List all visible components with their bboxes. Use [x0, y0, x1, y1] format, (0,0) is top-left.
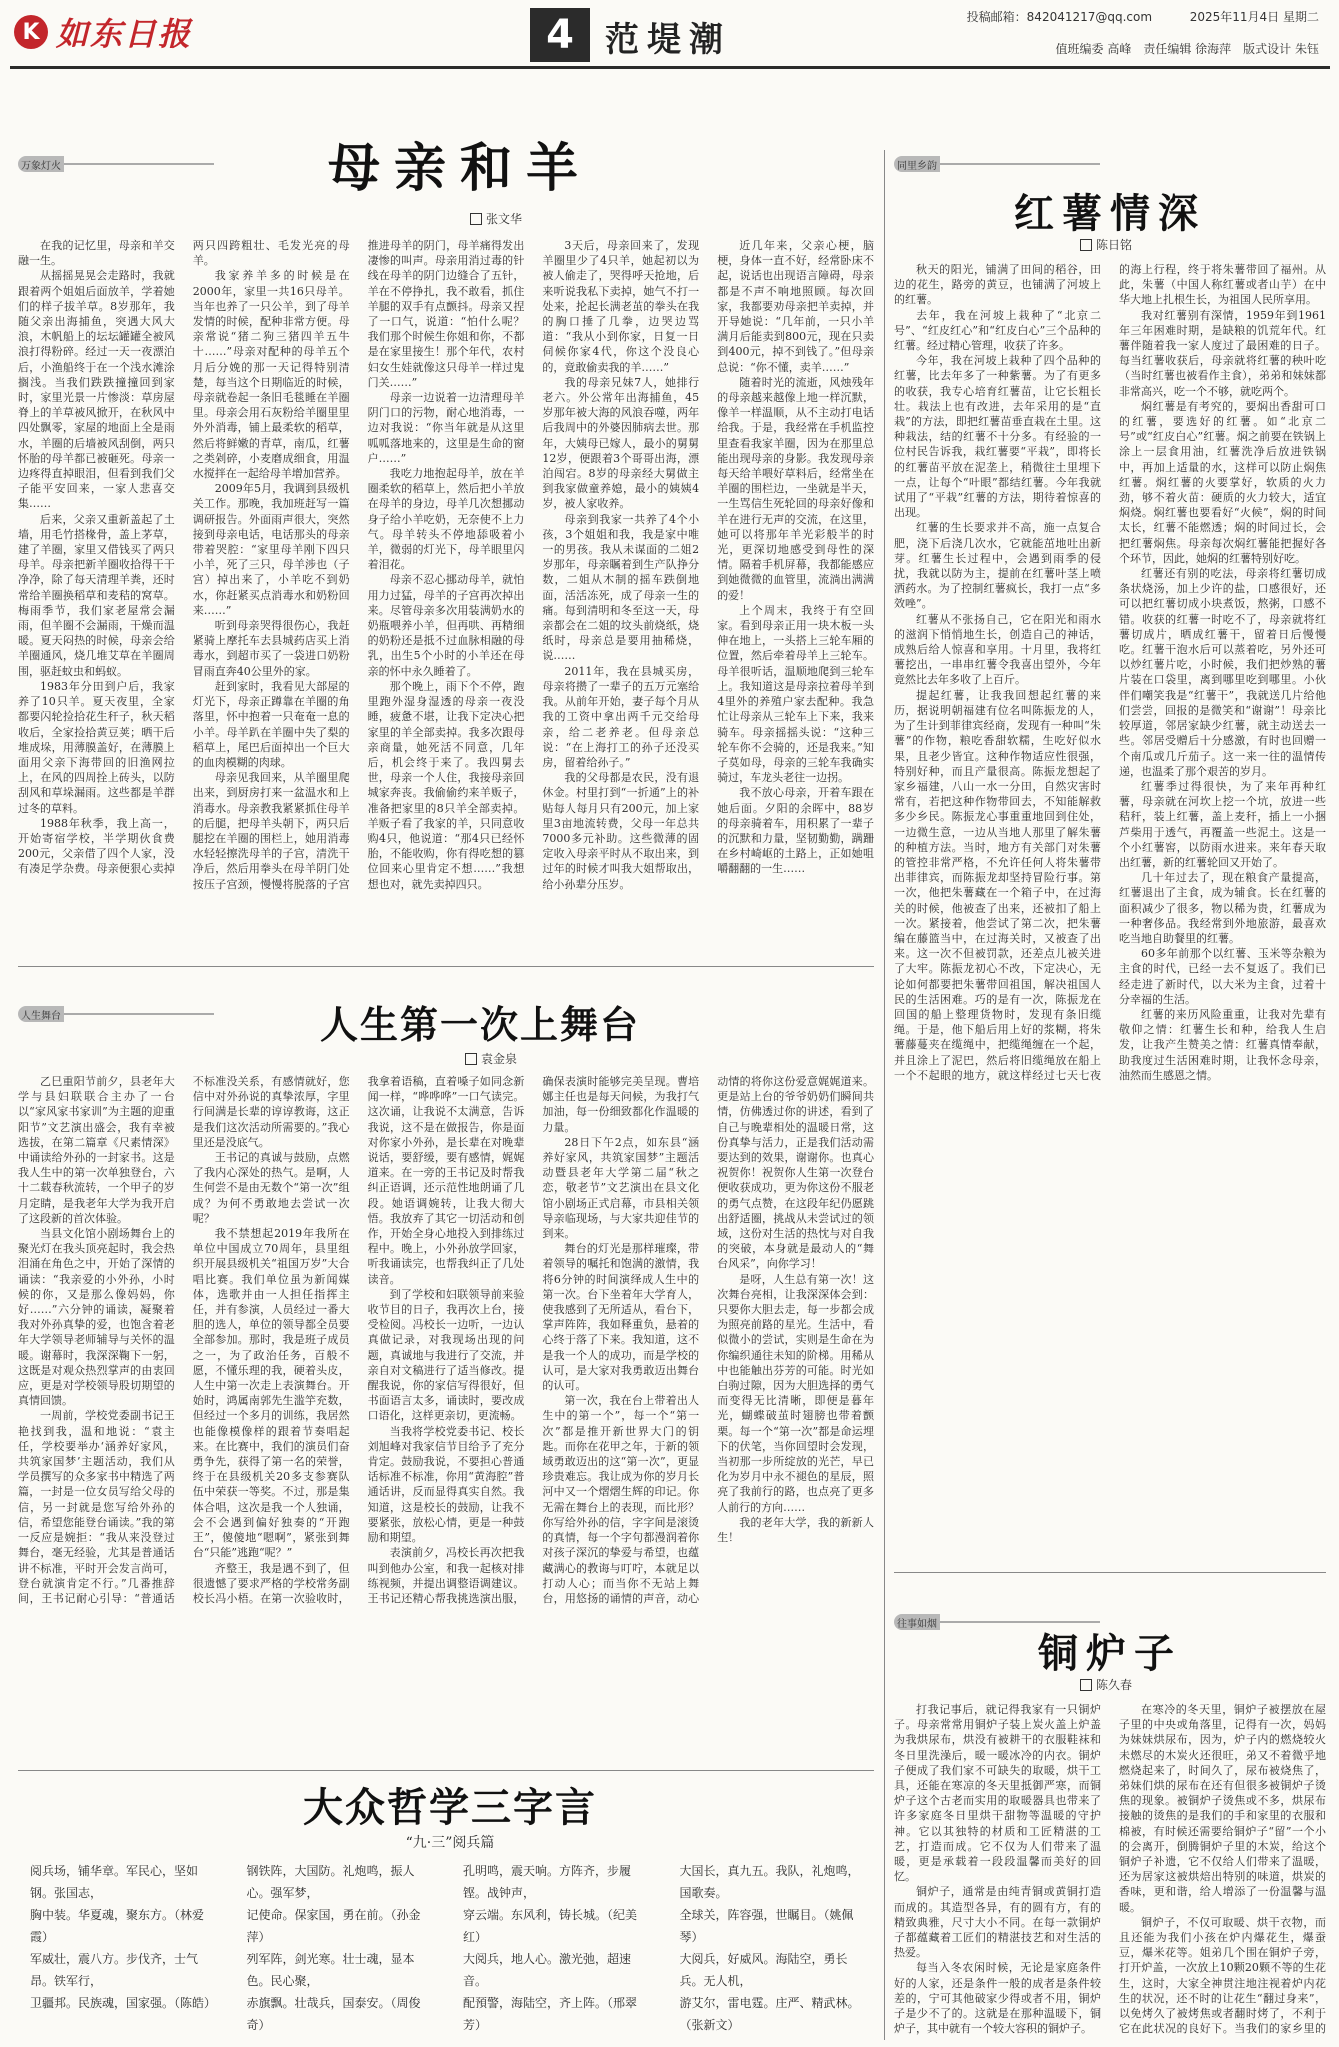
byline-box-icon: [1080, 1679, 1092, 1691]
paragraph: 每当入冬农闲时候，无论是家庭条件好的人家，还是条件一般的成者是条件较差的，宁可其他破家少得或者不用，铜炉子是少不了的。这就是在那种温暖下，铜炉子，其中就有一个较大容积的铜炉子。: [894, 1961, 1101, 2036]
article-1-title: 母亲和羊: [327, 138, 592, 199]
tag-rule: [64, 1013, 214, 1015]
paragraph: 1983年分田到户后，我家养了10只羊。夏天夜里，全家都要闪轮捡拾花生秆子，秋天稻收后，全家捡拾黄豆荚；晒干后堆成垛，用薄膜盖好，在薄膜上面用父亲下海带回的旧渔网拉上，在风的四周拴上砖头，以防刮风和草垛漏雨。这些都是羊群过冬的草料。: [18, 679, 175, 815]
paragraph: 听到母亲哭得很伤心，我赶紧骑上摩托车去县城药店买上消毒水，到超市买了一袋进口奶粉冒雨直奔40公里外的家。: [192, 619, 350, 678]
paragraph: 我吃力地抱起母羊，放在羊圈柔软的稻草上，然后把小羊放在母羊的身边，母羊几次想挪动身子给小羊吃奶，无奈使不上力气。母羊转头不停地舔吸着小羊，微弱的灯光下，母羊眼里闪着泪花。: [367, 467, 525, 572]
paragraph: 孔明鸣，震天响。方阵齐，步履铿。战钟声，: [463, 1864, 632, 1900]
paragraph: 那个晚上，雨下个不停，跑里跑外湿身湿透的母亲一夜没睡，疲惫不堪，让我下定决心把家里的羊全部卖掉。我多次跟母亲商量，她死活不同意，几年后，机会终于来了。我四舅去世，母亲一个人住，我接母亲回城家奔丧。我偷偷约来羊贩子，准备把家里的8只羊全部卖掉。羊贩子看了我家的羊，只同意收购4只，他说道：“那4只已经怀胎，不能收购，你有得吃想的篡位回来心里肯定不想……”我想想也对，就先卖掉四只。: [367, 679, 525, 891]
tag-label: 人生舞台: [18, 1006, 64, 1022]
paragraph: 红薯季过得很快，为了来年再种红薯，母亲就在河坎上挖一个坑，放进一些秸秆，装上红薯，盖上麦秆，插上一小捆芦柴用于透气，再覆盖一些泥土。这是一个小红薯窖，以防雨水进来。来年春天取出红薯，新的红薯轮回又开始了。: [1119, 779, 1326, 869]
paragraph: 我不放心母亲，开着车跟在她后面。夕阳的余晖中，88岁的母亲骑着车，用积累了一辈子的沉默和力量，坚韧勤勤，蹒跚在乡村崎岖的土路上，正如她咀嚼翻翻的一生……: [717, 786, 874, 876]
column-tag-2: [18, 1006, 214, 1022]
article-3-body: [894, 262, 1326, 1564]
paragraph: 60多年前那个以红薯、玉米等杂粮为主食的时代，已经一去不复返了。我们已经走进了新时代，以大米为主食，过着十分幸福的生活。: [1119, 947, 1326, 1006]
tag-label: 同里乡韵: [894, 156, 940, 172]
article-3-title: 红薯情深: [1014, 190, 1206, 237]
paragraph: 全球关，阵容强，世瞩目。（姚佩琴）: [679, 1908, 854, 1944]
paragraph: 红薯的来历风险重重，让我对先辈有敬仰之情：红薯生长和种，给我人生启发，让我产生赞美之情：红薯真情奉献，助我度过生活困难时期，让我怀念母亲，油然而生感恩之情。: [1119, 1007, 1326, 1082]
masthead-rule: [10, 66, 1330, 69]
paragraph: 表演前夕，冯校长再次把我叫到他办公室，和我一起核对排练视频，并提出调整语调建议。王书记还精心帮我挑选演出服，确保表演时能够完美呈现。曹培娜主任也是每天问候，为我打气加油，每一份细致都化作温暖的力量。: [367, 1075, 700, 1605]
paragraph: 游艾尔，雷电霆。庄严、精武林。（张新文）: [679, 1996, 860, 2032]
paragraph: 上个周末，我终于有空回家。看到母亲正用一块木板一头伸在地上，一头搭上三轮车厢的位置，然后牵着母羊上三轮车。母羊很听话，温顺地爬到三轮车上。我知道这是母亲拉着母羊到4里外的养殖户家去配种。我急忙让母亲从三轮车上下来，我来骑车。母亲摇摇头说：“这种三轮车你不会骑的，还是我来。”知子莫如母，母亲的三轮车我确实骑过，车龙头老往一边拐。: [717, 603, 874, 785]
article-2-body: [18, 1074, 874, 1762]
paragraph: 后来，父亲又重新盖起了土墙，用毛竹搭椽骨，盖上茅草，建了羊圈，家里又借钱买了两只母羊。母亲把新羊圈收拾得干干净净，除了每天清理羊粪，还时常给羊圈换稻草和麦秸的窝草。梅雨季节，我们家老屋常会漏雨，但羊圈不会漏雨，干燥而温暖。夏天闷热的时候，母亲会给羊圈通风，烧几堆艾草在羊圈周围，驱赶蚊虫和蚂蚁。: [18, 512, 175, 678]
paragraph: 随着时光的流逝，风烛残年的母亲越来越像上地一样沉默，像羊一样温顺，从不主动打电话给我。于是，我经常在手机监控里查看我家羊圈，因为在那里总能出现母亲的身影。我发现母亲每天给羊喂好草料后，经常坐在羊圈的围栏边，一坐就是半天，一生骂信生死轮回的母亲好像和羊在进行无声的交流，在这里，她可以将那年羊光彩般半的时光，更深切地感受到母性的深情。隔着手机屏幕，我都能感应到她微微的血管里，流淌出满满的爱！: [717, 375, 874, 602]
paragraph: 记使命。保家国，勇在前。（孙金萍）: [246, 1908, 421, 1944]
article-3-author: 陈日铭: [1096, 238, 1133, 252]
paragraph: 母亲到我家一共养了4个小孩，3个姐姐和我，我是家中唯一的男孩。我从未谋面的二姐2岁那年，母亲瞩着到生产队挣分数，二姐从木制的摇车跌倒地面，活活冻死，成了母亲一生的痛。每到清明和冬至这一天，母亲都会在二姐的坟头前烧纸，烧纸时，母亲总是要用抽稀烧，说……: [542, 512, 700, 663]
column-divider: [884, 150, 885, 2040]
paragraph: 大阅兵，地人心。激光弛，超速音。: [463, 1952, 632, 1988]
logo-badge-icon: K: [14, 15, 48, 49]
paragraph: 大阅兵，好威风。海陆空，勇长兵。无人机，: [679, 1952, 848, 1988]
paragraph: 军威壮，震八方。步伐齐，士气昂。铁军行，: [30, 1952, 199, 1988]
paragraph: 阅兵场，铺华章。军民心，坚如钢。张国志，: [30, 1864, 199, 1900]
section-divider: [18, 966, 874, 967]
paragraph: 铜炉子，通常是由纯青铜或黄铜打造而成的。其造型各异，有的圆有方，有的精致典雅，尺寸大小不同。在每一款铜炉子都蕴藏着工匠们的精湛技艺和对生活的热爱。: [894, 1885, 1101, 1960]
paragraph: 母亲见我回来，从羊圈里爬出来，到厨房打来一盆温水和上消毒水。母亲教我紧紧抓住母羊的后腿，把母羊头朝下，两只后腿挖在羊圈的围栏上，她用消毒水轻轻擦洗母羊的子宫，清洗干净后，然后用拳头在母羊阴门处按压子宫颈，慢慢将脱落的子宫推进母羊的阴门，母羊痛得发出凄惨的叫声。母亲用消过毒的针线在母羊的阴门边缝合了五针，羊在不停挣扎，我不敢看，抓住羊腿的双手有点颤抖。母亲又捏了一口气，说道：“怕什么呢？我们那个时候生你姐和你，不都是在家里接生！那个年代，农村妇女生娃就像这只母羊一样过鬼门关……”: [192, 239, 525, 891]
article-1-body: [18, 238, 874, 958]
article-2-byline: [465, 1050, 517, 1067]
paragraph: 母亲一边说着一边清理母羊阴门口的污物，耐心地消毒，一边对我说：“你当年就是从这里呱呱落地来的，这里是生命的窗户……”: [367, 391, 525, 465]
paragraph: 我对红薯别有深情，1959年到1961年三年困难时期，是缺粮的饥荒年代。红薯伴随着我一家人度过了最困难的日子。每当红薯收获后，母亲就将红薯的秧叶吃（当时红薯也被看作主食），弟弟和妹妹都非常高兴，吃一个不够，就吃两个。: [1119, 308, 1326, 398]
tag-label: 往事如烟: [894, 1614, 940, 1630]
paper-name: 如东日报: [56, 15, 193, 53]
paragraph: 在我的记忆里，母亲和羊交融一生。: [18, 239, 175, 268]
byline-box-icon: [470, 213, 482, 225]
paragraph: 第一次，我在台上带着出人生中的第一个”，每一个“第一次”都是推开新世界大门的钥匙。而你在花甲之年，于新的领域勇敢迈出的这“第一次”，更显珍贵难忘。我让成为你的岁月长河中又一个熠熠生辉的印记。你无需在舞台上的表现，而比形？你写给外孙的信，字字间是滚烫的真情，每一个字句都漫润着你对孩子深沉的挚爱与希望，也蕴藏满心的教诲与叮咛，本就足以打动人心；而当你不无站上舞台，用悠扬的诵情的声音，动心动情的将你这份爱意娓娓道来。更是站上台的爷爷奶奶们瞬间共情，仿佛透过你的讲述，看到了自己与晚辈相处的温暖日常，这份真挚与活力，正是我们活动需要达到的效果，谢谢你。也真心祝贺你！祝贺你人生第一次登台便收获成功，更为你这份不服老的勇气点赞，在这段年纪仍愿跳出舒适圈，挑战从未尝试过的领域，这份对生活的热忱与对自我的突破，本身就是最动人的“舞台风采”，向你学习！: [542, 1075, 874, 1605]
paragraph: 齐整王，我是遇不到了，但很遗憾了要求严格的学校常务副校长冯小梧。在第一次验收时，我拿着语稿，直着嗓子如同念新闻一样，“哗哗哗”一口气读完。这次诵，让我说不太满意，告诉我说，这不是在做报告，你是面对你家小外孙，是长辈在对晚辈说话，要舒缓，要有感情，娓娓道来。在一旁的王书记及时帮我纠正语调，还示范性地朗诵了几段。她语调婉转，让我大彻大悟。我放弃了其它一切活动和创作，开始全身心地投入到排练过程中。晚上，小外孙放学回家，听我诵读完，也帮我纠正了几处读音。: [192, 1075, 525, 1605]
contact-date-line: [967, 8, 1319, 25]
paragraph: 3天后，母亲回来了，发现羊圈里少了4只羊，她起初以为被人偷走了，哭得呼天抢地，后来听说我私下卖掉，她气不打一处来，抡起长满老茧的拳头在我的胸口捶了几拳，边哭边骂道：“我从小到你家，日复一日伺候你家4代，你这个没良心的，竟敢偷卖我的羊……”: [542, 239, 700, 374]
article-1-byline: [470, 210, 522, 227]
paragraph: 赤旗飘。壮哉兵，国泰安。（周俊奇）: [246, 1996, 421, 2032]
paragraph: 舞台的灯光是那样璀璨，带着领导的嘱托和饱满的激情，我将6分钟的时间演绎成人生中的第一次。台下坐着年大学育人，使我感到了无所适从，看台下，掌声阵阵，我如释重负，悬着的心终于落了下来。我知道，这不是我一个人的成功，而是学校的认可，是大家对我勇敢迈出舞台的认可。: [542, 1242, 700, 1393]
section-divider: [18, 1770, 874, 1771]
paragraph: 我家养羊多的时候是在2000年，家里一共16只母羊。当年也养了一只公羊，到了母羊发情的时候，配种非常方便。母亲常说“猪二狗三猪四羊五牛十……”母亲对配种的母羊五个月后分娩的那一天记得特别清楚，每当这个日期临近的时候，母亲就卷起一条旧毛毯睡在羊圈里。母亲会用石灰粉给羊圈里里外外消毒，铺上最柔软的稻草，然后将鲜嫩的青草，南瓜，红薯之类剁碎，小麦磨成细食，用温水搅拌在一起给母羊增加营养。: [192, 269, 350, 481]
paragraph: 红薯从不张扬自己，它在阳光和雨水的滋润下悄悄地生长，创造自己的神话，成熟后给人惊喜和享用。十月里，我将红薯挖出，一串串红薯令我喜出望外，今年竟然比去年多收了上百斤。: [894, 612, 1101, 687]
article-2-title: 人生第一次上舞台: [319, 1002, 640, 1047]
paragraph: 28日下午2点，如东县“涵养好家风，共筑家国梦”主题活动暨县老年大学第二届“秋之恋，敬老节”文艺演出在县文化馆小剧场正式启幕，市县相关领导亲临现场，与大家共迎佳节的到来。: [542, 1135, 700, 1241]
paragraph: 近几年来，父亲心梗，脑梗，身体一直不好，经常卧床不起，说话也出现语言障碍，母亲都是不声不响地照顾。每次回家，我都要劝母亲把羊卖掉，并开导她说：“几年前，一只小羊满月后能卖到800元，现在只卖到400元，掉不到钱了。”但母亲总说：“你不懂，卖羊……”: [717, 239, 874, 374]
article-3-byline: [1080, 236, 1132, 253]
paragraph: 我不禁想起2019年我所在单位中国成立70周年，县里组织开展县级机关“祖国万岁”大合唱比赛。我们单位虽为新闻媒体，选歌并由一人担任指挥主任，并有参演，人员经过一番大胆的选人，单位的领导都全员要全部参加。那时，我是班子成员之一，为了政治任务，百般不愿，不懂乐理的我，硬着头皮，人生中第一次走上表演舞台。开始时，鸿属南郭先生滥竽充数，但经过一个多月的训练，我居然也能像模像样的跟着节奏唱起来。在比赛中，我们的演员们奋勇争先，获得了第一名的荣誉，终于在县级机关20多支参赛队伍中荣获一等奖。不过，那是集体合唱，这次是我一个人独诵，会不会遇到偏好独奏的“开跑王”，傻傻地“嗯啊”，紧张到舞台“只能”逃跑“呢？”: [192, 1227, 350, 1560]
paragraph: 去年，我在河坡上栽种了“北京二号”、“红皮红心”和“红皮白心”三个品种的红薯。经过精心管理，收获了许多。: [894, 308, 1101, 353]
article-5-poems: [30, 1860, 870, 2040]
paragraph: 秋天的阳光，铺满了田间的稻谷，田边的花生，路旁的黄豆，也铺满了河坡上的红薯。: [894, 263, 1101, 307]
paragraph: 配預警，海陆空，齐上阵。（邢翠芳）: [463, 1996, 638, 2032]
paragraph: 乙巳重阳节前夕，县老年大学与县妇联联合主办了一台以“家风家书家训”为主题的迎重阳节”文艺演出盛会，我有幸被选拔，在第二篇章《尺素情深》中诵读给外孙的一封家书。这是我人生中的第一次单独登台，六十二载春秋流转，一个甲子的岁月定睛，是我老年大学为我开启了这段新的首次体验。: [18, 1075, 175, 1225]
paragraph: 是呀，人生总有第一次！这次舞台亮相，让我深深体会到：只要你大胆去走，每一步都会成为照亮前路的星光。生活中，看似微小的尝试，实则是生命在为你编织通往未知的阶梯。用稀从中也能触出芬芳的可能。时光如白驹过隙，因为大胆选择的勇气而变得无比清晰，即便是暮年光，蝴蝶破茧时翅膀也带着颤栗。每一个“第一次”都是命运埋下的伏笔，当你回望时会发现，当初那一步所绽放的光芒，早已化为岁月中永不褪色的星辰，照亮了我前行的路，也点亮了更多人前行的方向……: [717, 1272, 874, 1514]
paragraph: 到了学校和妇联领导前来验收节目的日子，我再次上台，接受检阅。冯校长一边听，一边认真做记录，对我现场出现的问题，真诚地与我进行了交流，并亲自对文稿进行了适当修改。提醒我说，你的家信写得很好，但书面语言太多，诵读时，要改成口语化，这样更亲切，更流畅。: [367, 1287, 525, 1423]
article-5-subtitle: “九·三”阅兵篇: [405, 1835, 495, 1851]
paragraph: 赶到家时，我看见大部屋的灯光下，母亲正蹲靠在羊圈的角落里，怀中抱着一只奄奄一息的小羊。母羊趴在羊圈中失了梨的稻草上，尾巴后面掉出一个巨大的血肉模糊的肉球。: [192, 679, 350, 769]
paragraph: 红薯还有别的吃法，母亲将红薯切成条状烧汤，加上少许的盐，口感很好，还可以把红薯切成小块煮饭，熬粥，口感不错。收获的红薯一时吃不了，母亲就将红薯切成片，晒成红薯干，留着日后慢慢吃。红薯干泡水后可以蒸着吃，另外还可以炒红薯片吃，小时候，我们把炒熟的薯片装在口袋里，离到哪里吃到哪里。小伙伴们嘲笑我是“红薯干”，我就送几片给他们尝尝，回报的是微笑和“谢谢”！母亲比较厚道，邻居家缺少红薯，就主动送去一些。邻居受赠后十分感激，有时也回赠一个南瓜或几斤茄子。这一来一往的温情传递，也温柔了那个艰苦的岁月。: [1119, 567, 1326, 778]
paragraph: 王书记的真诚与鼓励，点燃了我内心深处的热气。是啊，人生何尝不是由无数个“第一次”组成？为何不勇敢地去尝试一次呢？: [192, 1151, 350, 1225]
paragraph: 几十年过去了，现在粮食产量提高，红薯退出了主食，成为辅食。长在红薯的面积减少了很多，物以稀为贵，红薯成为一种奢侈品。我经常到外地旅游，最喜欢吃当地自助餐里的红薯。: [1119, 871, 1326, 945]
article-2-author: 袁金泉: [481, 1052, 518, 1066]
issue-date: 2025年11月4日 星期二: [1189, 10, 1319, 24]
paragraph: 从摇摇晃晃会走路时，我就跟着两个姐姐后面放羊，学着她们的样子拔羊草。8岁那年，我随父亲出海捕鱼，突遇大风大浪，木帆船上的坛坛罐罐全被风浪打得粉碎。经过一天一夜漂泊后，小渔船终于在一个浅水滩涂搁浅。当我们跌跌撞撞回到家时，家里光景一片惨淡：草房屋脊上的羊草被风掀开，在秋风中四处飘零，家屋的地面上全是雨水，羊圈的后墙被风刮倒，两只怀胎的母羊都已被砸死。母亲一边疼得直掉眼泪，但看到我们父子能平安回来，一家人悲喜交集……: [18, 269, 175, 511]
article-5-title: 大众哲学三字言: [303, 1784, 597, 1831]
paragraph: 我的老年大学，我的新新人生！: [717, 1515, 874, 1545]
paragraph: 胸中装。华夏魂，聚东方。（林爱霞）: [30, 1908, 205, 1944]
paragraph: 提起红薯，让我我回想起红薯的来历，据说明朝福建有位名叫陈振龙的人，为了生计到菲律宾经商，发现有一种叫“朱薯”的作物，粮吃香甜软糯，生吃好似水果，且老少皆宜。这种作物适应性很强，特别好种，而且产量很高。陈振龙想起了家乡福建，八山一水一分田，自然灾害时常有，若把这种作物带回去，不知能解救多少乡民。陈振龙心事重重地回到住处，一边微生意，一边从当地人那里了解朱薯的种植方法。当时，地方有关部门对朱薯的管控非常严格，不允许任何人将朱薯带出菲律宾，而陈振龙却坚持冒险行事。第一次，他把朱薯藏在一个箱子中，在过海关的时候，他被查了出来，还被扣了船上一次。紧接着，他尝试了第二次，把朱薯编在藤篮当中，在过海关时，又被查了出来。这一次不但被罚款，还差点儿被关进了大牢。陈振龙初心不改，下定决心，无论如何都要把朱薯带回祖国，解决祖国人民的生活困难。巧的是有一次，陈振龙在回国的船上整理货物时，发现有条旧缆绳。于是，他下船后用上好的浆糊，将朱薯藤蔓夹在缆绳中，把缆绳缠在一个起，并且涂上了泥巴，然后将旧缆绳放在船上一个不起眼的地方，就这样经过七天七夜的海上行程，终于将朱薯带回了福州。从此，朱薯（中国人称红薯或者山芋）在中华大地上扎根生长，为祖国人民所享用。: [894, 263, 1326, 1082]
tag-label: 万象灯火: [18, 156, 64, 172]
paragraph: 我的父母都是农民，没有退休金。村里打到“一折通”上的补贴每人每月只有200元，加上家里3亩地流转费，父母一年总共7000多元补助。这些微薄的固定收入母亲平时从不取出来，到过年的时候才叫我大姐帮取出，给小孙辈分压岁。: [542, 771, 700, 891]
tag-rule: [64, 163, 214, 165]
paragraph: 红薯的生长要求并不高，施一点复合肥，浇下后浇几次水，它就能茁地吐出新芽。红薯生长过程中，会遇到雨季的侵扰，我就以防为主，提前在红薯叶茎上喷洒药水。为了控制红薯疯长，我打一点“多效唑”。: [894, 521, 1101, 611]
section-title: 范堤潮: [605, 20, 731, 60]
article-4-body: [894, 1702, 1326, 2040]
contact-email: 投稿邮箱：842041217@qq.com: [966, 10, 1153, 24]
page-number: 4: [530, 8, 590, 62]
paragraph: 今年，我在河坡上栽种了四个品种的红薯，比去年多了一种紫薯。为了有更多的收获，我专心培育红薯苗，让它长粗长壮。栽法上也有改进，去年采用的是“直栽”的方法，即把红薯苗垂直栽在土里。这种栽法，结的红薯不十分多。有经验的一位村民告诉我，栽红薯要“平栽”，即将长的红薯苗平放在泥垄上，稍微往土里埋下一点，让每个“叶眼”都结红薯。今年我就试用了“平栽”红薯的方法，期待着惊喜的出现。: [894, 354, 1101, 520]
editor-credits: 值班编委 高峰 责任编辑 徐海萍 版式设计 朱钰: [1055, 42, 1319, 56]
paragraph: 一周前，学校党委副书记王艳找到我，温和地说：“袁主任，学校要举办‘涵养好家风，共筑家国梦’主题活动，我们从学员撰写的众多家书中精选了两篇，一封是一位女员写给父母的信，另一封就是您写给外孙的信，希望您能登台诵读。”我的第一反应是婉拒：“我从来没登过舞台，毫无经验，尤其是普通话讲不标准，平时开会发言尚可，登台就演肯定不行。”几番推辞间，王书记耐心引导：“普通话不标准没关系，有感情就好，您信中对外孙说的真挚浓厚，字里行间满是长辈的谆谆教诲，这正是我们这次活动所需要的。”我心里还是没底气。: [18, 1075, 350, 1605]
article-4-byline: [1080, 1676, 1132, 1693]
column-tag-1: [18, 156, 214, 172]
paragraph: 2009年5月，我调到县级机关工作。那晚，我加班赶写一篇调研报告。外面雨声很大，突然接到母亲电话，电话那头的母亲带着哭腔：“家里母羊刚下四只小羊，死了三只，母羊涉也（子宫）掉出来了，小羊吃不到奶水，你赶紧买点消毒水和奶粉回来……”: [192, 482, 350, 617]
byline-box-icon: [1080, 239, 1092, 251]
article-1-author: 张文华: [486, 212, 523, 226]
tag-rule: [940, 163, 1100, 165]
paragraph: 铜炉子，不仅可取暖、烘干衣物，而且还能为我们小孩在炉内爆花生，爆蚕豆，爆米花等。姐弟几个围在铜炉子旁，打开炉盖，一次放上10颗20颗不等的生花生，这时，大家全神贯注地注视着炉内花生的状况，还不时的让花生“翻过身来”，以免烤久了被烤焦或者翻时烤了，不利于它在此状况的良好下。当我们的家乡里的: [1119, 1915, 1326, 2036]
paragraph: 穿云端。东风利，铸长城。（纪美红）: [463, 1908, 638, 1944]
paragraph: 列军阵，剑光寒。壮士魂，显本色。民心聚，: [246, 1952, 415, 1988]
paragraph: 在寒冷的冬天里，铜炉子被摆放在屋子里的中央或角落里，记得有一次，妈妈为妹妹烘尿布，因为，炉子内的燃烧较火未燃尽的木炭火还很旺，弟又不着微乎地燃烧起来了，时间久了，尿布被烧焦了，弟妹们烘的尿布在还有但很多被铜炉子烫焦的现象。被铜炉子烫焦或不多，烘尿布接触的烫焦的是我们的手和家里的衣服和棉被，有时候还需要给铜炉子“留”一个小的会离开，倒腾铜炉子里的木炭，给这个铜炉子补遗，它不仅给人们带来了温暖，还为居家这被烘焙出特别的味道，烘炭的香味，更和谐，给人增添了一份温馨与温暖。: [1119, 1703, 1326, 1914]
paragraph: 母亲不忍心挪动母羊，就怕用力过猛，母羊的子宫再次掉出来。尽管母亲多次用装满奶水的奶瓶喂养小羊，但再哄、再精细的奶粉还是抵不过血脉相融的母乳，出生5个小时的小羊还在母亲的怀中永久睡着了。: [367, 573, 525, 678]
paragraph: 打我记事后，就记得我家有一只铜炉子。母亲常常用铜炉子装上炭火盖上炉盖为我烘尿布，烘没有被耕干的衣服鞋袜和冬日里洗澡后，暖一暖冰冷的内衣。铜炉子便成了我们家不可缺失的取暖，烘干工具，还能在寒凉的冬天里抵御严寒，而铜炉子这个古老而实用的取暖器具也带来了许多家庭冬日里烘干甜物等温暖的守护神。它以其独特的材质和工匠精湛的工艺，打造而成。它不仅为人们带来了温暖，更是承载着一段段温馨而美好的回忆。: [894, 1703, 1101, 1884]
paragraph: 1988年秋季，我上高一，开始寄宿学校，半学期伙食费200元，父亲借了四个人家，没有凑足学杂费。母亲便狠心卖掉两只四跨粗壮、毛发光亮的母羊。: [18, 239, 350, 876]
article-4-title: 铜炉子: [1038, 1630, 1182, 1677]
byline-box-icon: [465, 1053, 477, 1065]
paragraph: 卫疆邦。民族魂，国家强。（陈皓）: [30, 1996, 217, 2010]
masthead: [0, 0, 1339, 90]
column-tag-3: [894, 156, 1100, 172]
paragraph: 当县文化馆小剧场舞台上的聚光灯在我头顶亮起时，我会热泪涌在角色之中，开始了深情的诵读：“我亲爱的小外孙，小时候的你，又是那么像妈妈，你好……”六分钟的诵读，凝聚着我对外孙真挚的爱，也饱含着老年大学领导老师辅导与关怀的温暖。谢幕时，我深深鞠下一躬，这既是对观众热烈掌声的由衷回应，更是对学校领导股切期望的真情回馈。: [18, 1227, 175, 1408]
paragraph: 我的母亲兄妹7人，她排行老六。外公常年出海捕鱼，45岁那年被大海的风浪吞噬，两年后我周中的外婆因肺病去世。那年，大姨母已嫁人，最小的舅舅12岁，便跟着3个哥哥出海，漂泊闯宕。8岁的母亲经大舅做主到我家做童养媳，最小的姨姨4岁，被人家收养。: [542, 375, 700, 511]
paragraph: 大国长，真九五。我队，礼炮鸣，国歌奏。: [679, 1864, 860, 1900]
section-divider: [894, 1572, 1326, 1573]
paragraph: 钢铁阵，大国防。礼炮鸣，振人心。强军梦，: [246, 1864, 415, 1900]
paragraph: 焖红薯是有考究的，要焖出香甜可口的红薯，要选好的红薯。如“北京二号”或“红皮白心”红薯。焖之前要在铁锅上涂上一层食用油，红薯洗净后放进铁锅中，再加上适量的水，这样可以防止焖焦红薯。焖红薯的火要掌好，软质的火力劲，够不着火苗：硬质的火力较大，适宜焖烧。焖红薯也要看好“火候”，焖的时间太长，红薯不能燃透；焖的时间过长，会把红薯焖焦。母亲每次焖红薯能把握好各个环节，因此，她焖的红薯特别好吃。: [1119, 399, 1326, 565]
article-4-author: 陈久春: [1096, 1678, 1133, 1692]
newspaper-logo: [14, 12, 224, 52]
paragraph: 2011年，我在县城买房，母亲将攒了一辈子的五万元塞给我。从前年开始，妻子每个月从我的工资中拿出两千元交给母亲，给二老养老。但母亲总说：“在上海打工的孙子还没买房，留着给孙子。”: [542, 664, 700, 769]
paragraph: 当我将学校党委书记、校长刘旭峰对我家信节目给予了充分肯定。鼓励我说，不要担心普通话标准不标准，你用“黄海腔”普通话讲，反而显得真实自然。我知道，这是校长的鼓励，让我不要紧张，放松心情，更是一种鼓励和期望。: [367, 1424, 525, 1545]
